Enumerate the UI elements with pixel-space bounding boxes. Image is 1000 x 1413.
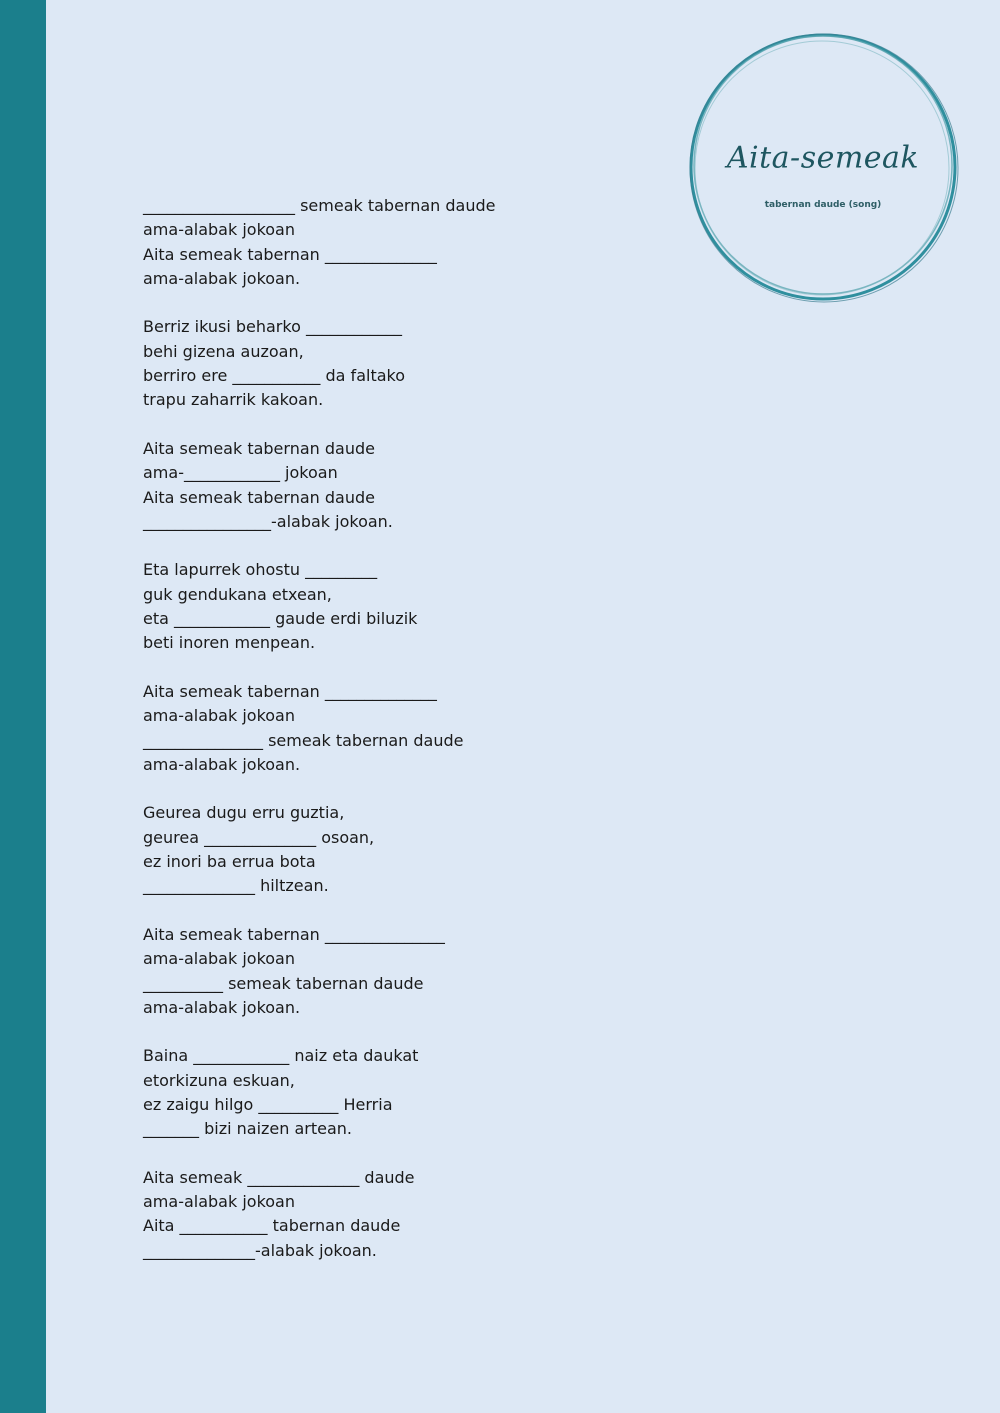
lyric-line: Geurea dugu erru guztia, xyxy=(143,803,345,823)
lyrics xyxy=(143,194,663,1287)
lyric-line: _______ bizi naizen artean. xyxy=(143,1119,353,1139)
stanza-6 xyxy=(143,801,663,898)
lyric-line: Aita semeak tabernan _______________ xyxy=(143,924,445,944)
lyric-line: Aita semeak tabernan ______________ xyxy=(143,244,437,264)
lyric-line: ama-____________ jokoan xyxy=(143,463,338,483)
stanza-4 xyxy=(143,558,663,655)
lyric-line: guk gendukana etxean, xyxy=(143,584,332,604)
lyric-line: berriro ere ___________ da faltako xyxy=(143,366,405,386)
lyric-line: ama-alabak jokoan. xyxy=(143,268,301,288)
badge-title: Aita-semeak xyxy=(726,140,920,176)
lyric-line: ama-alabak jokoan xyxy=(143,220,295,240)
lyric-line: ________________-alabak jokoan. xyxy=(143,511,393,531)
stanza-8 xyxy=(143,1044,663,1141)
lyric-line: beti inoren menpean. xyxy=(143,633,316,653)
stanza-3 xyxy=(143,437,663,534)
badge-subtitle: tabernan daude (song) xyxy=(764,200,882,210)
lyric-line: Aita semeak ______________ daude xyxy=(143,1167,415,1187)
lyric-line: ez zaigu hilgo __________ Herria xyxy=(143,1094,393,1114)
stanza-9 xyxy=(143,1166,663,1263)
lyric-line: ez inori ba errua bota xyxy=(143,852,316,872)
lyric-line: eta ____________ gaude erdi biluzik xyxy=(143,609,418,629)
lyric-line: trapu zaharrik kakoan. xyxy=(143,390,324,410)
stanza-5 xyxy=(143,680,663,777)
lyric-line: geurea ______________ osoan, xyxy=(143,827,375,847)
side-band xyxy=(0,0,46,1413)
lyric-line: Eta lapurrek ohostu _________ xyxy=(143,560,378,580)
lyric-line: etorkizuna eskuan, xyxy=(143,1070,295,1090)
lyric-line: Berriz ikusi beharko ____________ xyxy=(143,317,402,337)
lyric-line: ama-alabak jokoan. xyxy=(143,754,301,774)
lyric-line: ___________________ semeak tabernan daude xyxy=(143,196,496,215)
lyric-line: Baina ____________ naiz eta daukat xyxy=(143,1046,419,1066)
stanza-2 xyxy=(143,315,663,412)
lyric-line: Aita semeak tabernan ______________ xyxy=(143,681,437,701)
lyric-line: __________ semeak tabernan daude xyxy=(143,973,424,993)
lyric-line: Aita semeak tabernan daude xyxy=(143,487,375,507)
lyric-line: ______________ hiltzean. xyxy=(143,876,329,896)
stanza-1 xyxy=(143,194,663,291)
lyric-line: Aita semeak tabernan daude xyxy=(143,438,375,458)
stanza-7 xyxy=(143,923,663,1020)
lyric-line: _______________ semeak tabernan daude xyxy=(143,730,464,750)
lyric-line: ama-alabak jokoan xyxy=(143,949,295,969)
lyric-line: Aita ___________ tabernan daude xyxy=(143,1216,401,1236)
lyric-line: ama-alabak jokoan xyxy=(143,706,295,726)
lyric-line: behi gizena auzoan, xyxy=(143,341,304,361)
title-badge xyxy=(686,30,960,304)
lyric-line: ama-alabak jokoan. xyxy=(143,997,301,1017)
lyric-line: ama-alabak jokoan xyxy=(143,1192,295,1212)
lyric-line: ______________-alabak jokoan. xyxy=(143,1240,377,1260)
